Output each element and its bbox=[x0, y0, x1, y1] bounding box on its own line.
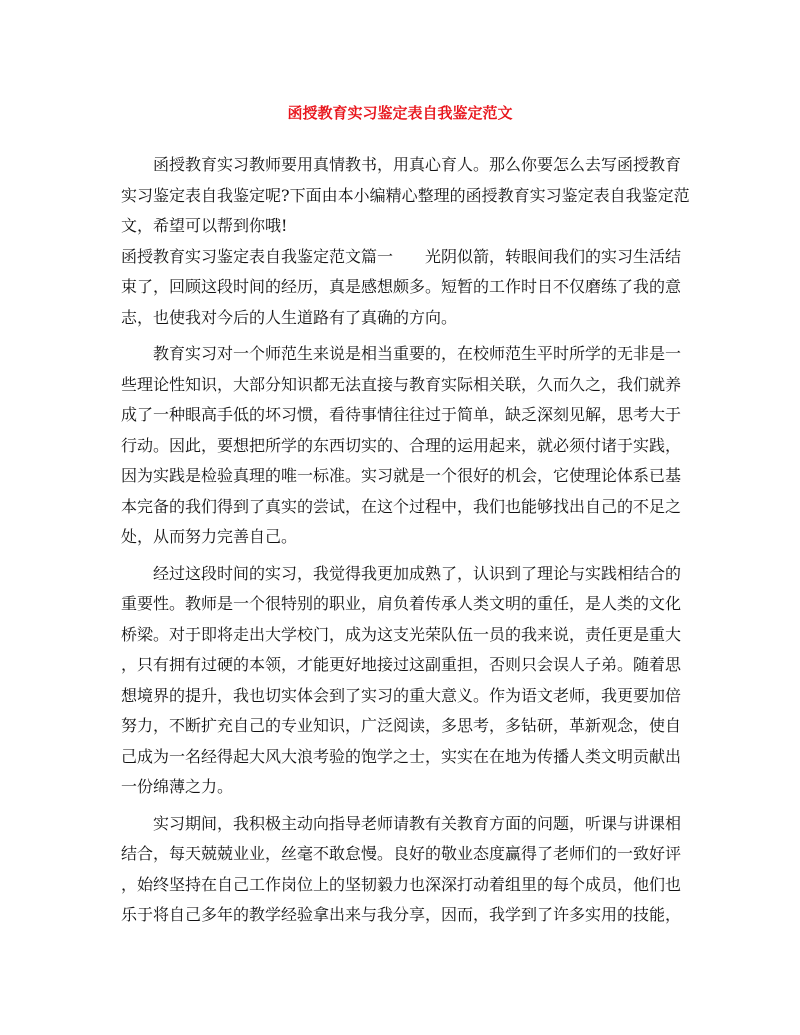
text-line: 本完备的我们得到了真实的尝试，在这个过程中，我们也能够找出自己的不足之 bbox=[121, 496, 682, 516]
text-line: 教育实习对一个师范生来说是相当重要的，在校师范生平时所学的无非是一 bbox=[153, 344, 682, 363]
text-line: 行动。因此，要想把所学的东西切实的、合理的运用起来，就必须付诸于实践， bbox=[121, 435, 682, 455]
text-line: 志，也使我对今后的人生道路有了真确的方向。 bbox=[121, 307, 458, 327]
document-title: 函授教育实习鉴定表自我鉴定范文 bbox=[287, 104, 513, 122]
text-line: 函授教育实习教师要用真情教书，用真心育人。那么你要怎么去写函授教育 bbox=[153, 155, 682, 174]
text-line: 经过这段时间的实习，我觉得我更加成熟了，认识到了理论与实践相结合的 bbox=[153, 563, 682, 583]
text-line: 实习期间，我积极主动向指导老师请教有关教育方面的问题，听课与讲课相 bbox=[153, 813, 682, 833]
text-line: 一份绵薄之力。 bbox=[121, 777, 234, 796]
document-body bbox=[121, 150, 690, 931]
text-line: 桥梁。对于即将走出大学校门，成为这支光荣队伍一员的我来说，责任更是重大 bbox=[121, 624, 682, 644]
text-line: ，始终坚持在自己工作岗位上的坚韧毅力也深深打动着组里的每个成员，他们也 bbox=[121, 874, 682, 894]
text-line: 己成为一名经得起大风大浪考验的饱学之士，实实在在地为传播人类文明贡献出 bbox=[121, 746, 682, 766]
text-line: 文，希望可以帮到你哦! bbox=[121, 216, 288, 235]
text-line: 些理论性知识，大部分知识都无法直接与教育实际相关联，久而久之，我们就养 bbox=[121, 374, 682, 394]
text-line: ，只有拥有过硬的本领，才能更好地接过这副重担，否则只会误人子弟。随着思 bbox=[121, 655, 682, 674]
text-line: 实习鉴定表自我鉴定呢?下面由本小编精心整理的函授教育实习鉴定表自我鉴定范 bbox=[121, 185, 690, 205]
text-line: 处，从而努力完善自己。 bbox=[121, 527, 298, 546]
text-line: 成了一种眼高手低的坏习惯，看待事情往往过于简单，缺乏深刻见解，思考大于 bbox=[121, 405, 682, 424]
text-line: 乐于将自己多年的教学经验拿出来与我分享，因而，我学到了许多实用的技能， bbox=[121, 905, 682, 924]
text-line: 结合，每天兢兢业业，丝毫不敢怠慢。良好的敬业态度赢得了老师们的一致好评 bbox=[121, 844, 682, 863]
text-line-start: 光阴似箭，转眼间我们的实习生活结 bbox=[425, 246, 682, 266]
text-line: 想境界的提升，我也切实体会到了实习的重大意义。作为语文老师，我更要加倍 bbox=[121, 685, 682, 705]
text-line: 重要性。教师是一个很特别的职业，肩负着传承人类文明的重任，是人类的文化 bbox=[121, 594, 682, 613]
text-line: 努力，不断扩充自己的专业知识，广泛阅读，多思考，多钻研，革新观念，使自 bbox=[121, 716, 682, 735]
section-heading-line bbox=[121, 242, 681, 273]
text-line: 束了，回顾这段时间的经历，真是感想颇多。短暂的工作时日不仅磨练了我的意 bbox=[121, 277, 682, 296]
text-line: 因为实践是检验真理的唯一标准。实习就是一个很好的机会，它使理论体系已基 bbox=[121, 466, 682, 485]
section-heading: 函授教育实习鉴定表自我鉴定范文篇一 bbox=[121, 246, 394, 266]
